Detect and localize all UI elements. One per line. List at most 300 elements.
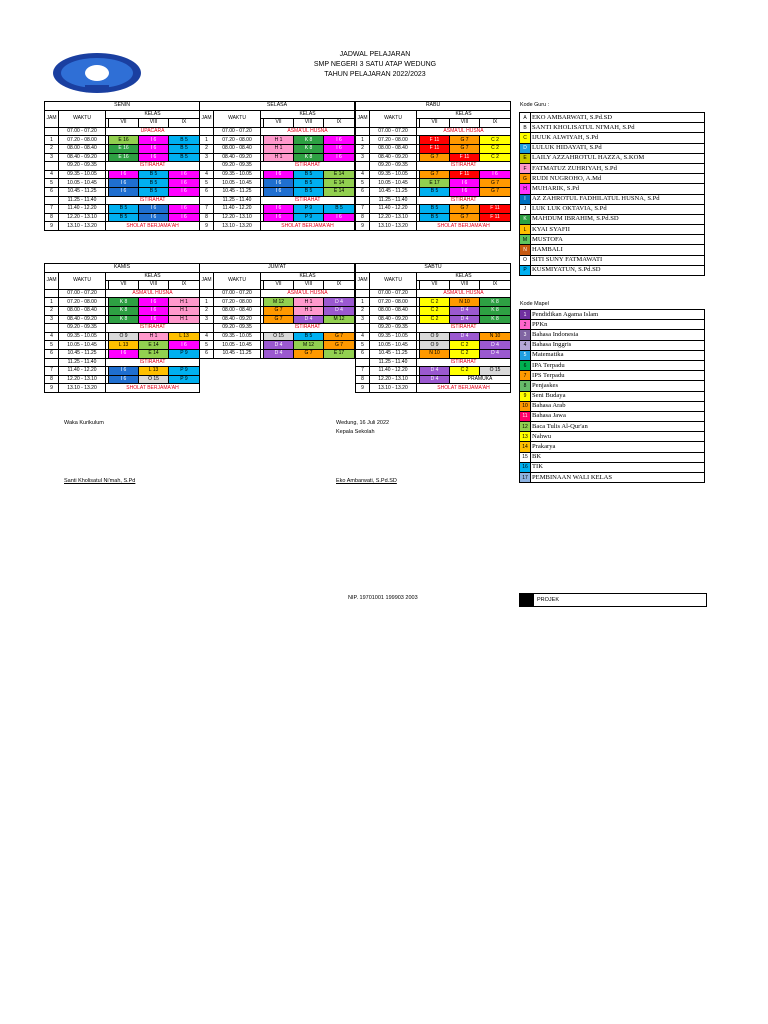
waktu-cell: 10.45 - 11.25 (59, 187, 106, 196)
lesson-cell: I 6 (109, 170, 139, 179)
guru-code: M (520, 235, 531, 245)
lesson-cell: C 2 (420, 306, 450, 315)
table-row (356, 196, 511, 205)
vii-header: VII (264, 281, 294, 290)
table-row (45, 196, 200, 205)
jam-cell: 4 (356, 170, 370, 179)
activity-cell: ISTIRAHAT (106, 324, 200, 333)
table-row (356, 170, 511, 179)
table-row (356, 298, 511, 307)
mapel-code: 15 (520, 452, 531, 462)
jam-cell (45, 127, 59, 136)
lesson-cell: D 4 (420, 375, 450, 384)
jam-cell: 7 (45, 205, 59, 214)
table-row (356, 187, 511, 196)
lesson-cell: C 2 (480, 153, 511, 162)
waktu-cell: 07.00 - 07.20 (214, 127, 261, 136)
table-row (356, 367, 511, 376)
waktu-cell: 12.20 - 13.10 (59, 213, 106, 222)
lesson-cell: B 5 (294, 332, 324, 341)
waktu-cell: 10.45 - 11.25 (214, 349, 261, 358)
lesson-cell: C 2 (450, 349, 480, 358)
jam-cell: 8 (45, 213, 59, 222)
mapel-name: Bahasa Indonesia (531, 330, 705, 340)
mapel-name: Bahasa Inggris (531, 340, 705, 350)
mapel-code: 10 (520, 401, 531, 411)
waktu-cell: 12.20 - 13.10 (370, 375, 417, 384)
lesson-cell: H 1 (264, 153, 294, 162)
schedule-sabtu (355, 263, 511, 393)
activity-cell: ASMA'UL HUSNA (417, 127, 511, 136)
lesson-cell: D 4 (264, 349, 294, 358)
lesson-cell: G 7 (420, 153, 450, 162)
kode-mapel-title: Kode Mapel (520, 301, 549, 307)
jam-cell (45, 196, 59, 205)
lesson-cell: E 14 (324, 170, 355, 179)
jam-cell (200, 324, 214, 333)
list-item (520, 422, 705, 432)
waktu-cell: 07.00 - 07.20 (59, 289, 106, 298)
mapel-name: IPA Terpadu (531, 360, 705, 370)
lesson-cell: I 6 (324, 144, 355, 153)
table-row (45, 144, 200, 153)
list-item (520, 143, 705, 153)
waktu-header: WAKTU (370, 272, 417, 289)
guru-name: AZ ZAHROTUL FADHILATUL HUSNA, S.Pd (531, 194, 705, 204)
jam-cell: 6 (356, 349, 370, 358)
school-logo (52, 52, 142, 94)
table-row (45, 136, 200, 145)
table-row (356, 144, 511, 153)
lesson-cell: K 8 (480, 315, 511, 324)
lesson-cell: I 6 (109, 367, 139, 376)
lesson-cell: P 9 (294, 213, 324, 222)
table-row (45, 213, 200, 222)
jam-cell: 2 (356, 144, 370, 153)
waktu-cell: 09.20 - 09.35 (214, 324, 261, 333)
activity-cell: SHOLAT BERJAMA'AH (106, 384, 200, 393)
activity-cell: ISTIRAHAT (106, 358, 200, 367)
jam-cell: 4 (45, 170, 59, 179)
ix-header: IX (169, 119, 200, 128)
jam-cell: 3 (45, 315, 59, 324)
jam-cell: 9 (45, 384, 59, 393)
list-item (520, 350, 705, 360)
lesson-cell: F 11 (480, 213, 511, 222)
kepala-sekolah-name: Eko Ambarwati, S.Pd.SD (336, 478, 397, 484)
waktu-cell: 09.35 - 10.05 (59, 332, 106, 341)
mapel-code: 2 (520, 320, 531, 330)
ix-header: IX (324, 119, 355, 128)
table-row (200, 298, 355, 307)
waktu-cell: 07.20 - 08.00 (59, 298, 106, 307)
jam-cell: 1 (200, 136, 214, 145)
mapel-name: Prakarya (531, 442, 705, 452)
lesson-cell: F 11 (420, 136, 450, 145)
lesson-cell: I 6 (480, 170, 511, 179)
lesson-cell: I 6 (264, 205, 294, 214)
list-item (520, 462, 705, 472)
lesson-cell: C 2 (450, 341, 480, 350)
guru-code: L (520, 225, 531, 235)
waktu-cell: 07.00 - 07.20 (59, 127, 106, 136)
jam-header: JAM (356, 272, 370, 289)
lesson-cell: F 11 (450, 153, 480, 162)
ix-header: IX (324, 281, 355, 290)
lesson-cell: B 5 (294, 179, 324, 188)
lesson-cell: K 8 (109, 298, 139, 307)
table-row (45, 341, 200, 350)
guru-code: A (520, 113, 531, 123)
table-row (200, 179, 355, 188)
guru-code: G (520, 174, 531, 184)
lesson-cell: I 6 (450, 179, 480, 188)
mapel-code: 6 (520, 360, 531, 370)
table-row (45, 306, 200, 315)
lesson-cell: E 17 (324, 349, 355, 358)
lesson-cell: B 5 (169, 153, 200, 162)
waktu-cell: 10.45 - 11.25 (370, 187, 417, 196)
waktu-cell: 13.10 - 13.20 (59, 222, 106, 231)
jam-cell: 2 (200, 144, 214, 153)
table-row (356, 127, 511, 136)
list-item (520, 265, 705, 275)
table-row (45, 358, 200, 367)
mapel-code: 5 (520, 350, 531, 360)
jam-cell (45, 162, 59, 171)
list-item (520, 360, 705, 370)
lesson-cell: I 6 (450, 187, 480, 196)
lesson-cell: G 7 (450, 213, 480, 222)
waktu-cell: 11.25 - 11.40 (370, 358, 417, 367)
guru-name: SITI SUNY FATMAWATI (531, 255, 705, 265)
place-date: Wedung, 16 Juli 2022 (336, 420, 390, 426)
lesson-cell: C 2 (480, 136, 511, 145)
lesson-cell: I 6 (169, 179, 200, 188)
jam-cell: 9 (200, 222, 214, 231)
table-row (45, 349, 200, 358)
jam-cell: 9 (356, 384, 370, 393)
jam-cell (356, 289, 370, 298)
table-row (356, 358, 511, 367)
lesson-cell: G 7 (480, 179, 511, 188)
lesson-cell: I 6 (139, 205, 169, 214)
kelas-header: KELAS (261, 110, 355, 119)
mapel-code: 3 (520, 330, 531, 340)
table-row (45, 367, 200, 376)
jam-cell: 7 (200, 205, 214, 214)
lesson-cell: M 12 (324, 315, 355, 324)
guru-name: KUSMIYATUN, S.Pd.SD (531, 265, 705, 275)
jam-cell: 6 (200, 349, 214, 358)
list-item (520, 184, 705, 194)
activity-cell: ISTIRAHAT (417, 196, 511, 205)
lesson-cell: E 14 (139, 341, 169, 350)
lesson-cell: E 16 (109, 136, 139, 145)
guru-name: MUSTOFA (531, 235, 705, 245)
jam-cell: 2 (45, 144, 59, 153)
lesson-cell: I 6 (139, 144, 169, 153)
kelas-header: KELAS (261, 272, 355, 281)
waktu-cell: 07.20 - 08.00 (370, 298, 417, 307)
lesson-cell: G 7 (324, 341, 355, 350)
jam-cell: 5 (200, 179, 214, 188)
guru-name: KYAI SYAFII (531, 225, 705, 235)
waktu-cell: 08.00 - 08.40 (214, 306, 261, 315)
lesson-cell: K 8 (480, 306, 511, 315)
waktu-cell: 11.40 - 12.20 (370, 205, 417, 214)
table-row (356, 289, 511, 298)
lesson-cell: G 7 (480, 187, 511, 196)
jam-cell: 5 (356, 341, 370, 350)
jam-cell: 3 (200, 315, 214, 324)
lesson-cell: B 5 (294, 187, 324, 196)
waktu-cell: 08.40 - 09.20 (370, 153, 417, 162)
lesson-cell: G 7 (324, 332, 355, 341)
title-line-2: SMP NEGERI 3 SATU ATAP WEDUNG (313, 61, 437, 68)
guru-name: SANTI KHOLISATUL NI'MAH, S.Pd (531, 123, 705, 133)
guru-name: LAILY AZZAHROTUL HAZZA, S.KOM (531, 153, 705, 163)
lesson-cell: I 6 (139, 298, 169, 307)
guru-code: P (520, 265, 531, 275)
table-row (45, 127, 200, 136)
kelas-header: KELAS (106, 110, 200, 119)
jam-cell: 1 (45, 136, 59, 145)
lesson-cell: G 7 (450, 144, 480, 153)
lesson-cell: I 6 (139, 136, 169, 145)
waktu-cell: 10.05 - 10.45 (370, 179, 417, 188)
mapel-code: 14 (520, 442, 531, 452)
kode-guru-title: Kode Guru : (520, 102, 550, 108)
list-item (520, 174, 705, 184)
list-item (520, 225, 705, 235)
viii-header: VIII (450, 281, 480, 290)
waktu-cell: 09.20 - 09.35 (59, 324, 106, 333)
waktu-cell: 09.35 - 10.05 (370, 170, 417, 179)
lesson-cell: P 9 (169, 375, 200, 384)
jam-cell (200, 127, 214, 136)
jam-cell: 5 (200, 341, 214, 350)
waktu-cell: 08.00 - 08.40 (59, 144, 106, 153)
table-row (356, 179, 511, 188)
mapel-name: Nahwu (531, 432, 705, 442)
activity-cell: SHOLAT BERJAMA'AH (417, 384, 511, 393)
title-line-1: JADWAL PELAJARAN (339, 51, 411, 58)
lesson-cell: I 6 (139, 315, 169, 324)
jam-cell (45, 358, 59, 367)
vii-header: VII (420, 281, 450, 290)
table-row (45, 205, 200, 214)
lesson-cell: L 13 (139, 367, 169, 376)
waktu-cell: 09.35 - 10.05 (59, 170, 106, 179)
activity-cell: ISTIRAHAT (261, 162, 355, 171)
lesson-cell: G 7 (450, 136, 480, 145)
lesson-cell: C 2 (420, 315, 450, 324)
jam-cell: 7 (356, 367, 370, 376)
lesson-cell: G 7 (450, 205, 480, 214)
waktu-cell: 09.20 - 09.35 (214, 162, 261, 171)
list-item (520, 401, 705, 411)
lesson-cell: I 6 (324, 136, 355, 145)
list-item (520, 235, 705, 245)
document-title (250, 50, 500, 80)
jam-header: JAM (200, 110, 214, 127)
lesson-cell: I 6 (264, 187, 294, 196)
mapel-name: PEMBINAAN WALI KELAS (531, 473, 705, 483)
lesson-cell: G 7 (264, 315, 294, 324)
mapel-code: 1 (520, 310, 531, 320)
jam-cell: 6 (356, 187, 370, 196)
lesson-cell: E 14 (324, 187, 355, 196)
activity-cell: ISTIRAHAT (261, 196, 355, 205)
lesson-cell: I 6 (169, 187, 200, 196)
day-header: SABTU (356, 264, 511, 273)
lesson-cell: I 6 (169, 341, 200, 350)
table-row (45, 324, 200, 333)
table-row (45, 332, 200, 341)
activity-cell: ASMA'UL HUSNA (106, 289, 200, 298)
jam-cell (356, 127, 370, 136)
list-item (520, 113, 705, 123)
table-row (356, 315, 511, 324)
table-row (45, 315, 200, 324)
table-row (200, 324, 355, 333)
lesson-cell: I 6 (109, 179, 139, 188)
waktu-cell: 08.40 - 09.20 (214, 153, 261, 162)
activity-cell: ISTIRAHAT (106, 196, 200, 205)
jam-cell: 9 (356, 222, 370, 231)
mapel-name: Penjaskes (531, 381, 705, 391)
waktu-header: WAKTU (370, 110, 417, 127)
activity-cell: ISTIRAHAT (417, 324, 511, 333)
vii-header: VII (420, 119, 450, 128)
table-row (200, 170, 355, 179)
lesson-cell: D 4 (450, 306, 480, 315)
waktu-header: WAKTU (59, 272, 106, 289)
waktu-cell: 12.20 - 13.10 (370, 213, 417, 222)
lesson-cell: I 6 (109, 349, 139, 358)
mapel-code: 11 (520, 411, 531, 421)
table-row (356, 222, 511, 231)
waktu-cell: 08.00 - 08.40 (370, 306, 417, 315)
table-row (200, 341, 355, 350)
waktu-cell: 11.40 - 12.20 (370, 367, 417, 376)
lesson-cell: D 4 (480, 349, 511, 358)
waktu-cell: 08.00 - 08.40 (59, 306, 106, 315)
guru-code: E (520, 153, 531, 163)
kode-mapel-legend (519, 309, 705, 483)
waktu-cell: 10.05 - 10.45 (59, 179, 106, 188)
lesson-cell: I 6 (109, 375, 139, 384)
lesson-cell: F 11 (450, 170, 480, 179)
guru-code: H (520, 184, 531, 194)
list-item (520, 153, 705, 163)
lesson-cell: H 1 (294, 298, 324, 307)
nip: NIP. 19701001 199903 2003 (348, 595, 418, 601)
table-row (356, 306, 511, 315)
list-item (520, 340, 705, 350)
jam-cell: 8 (45, 375, 59, 384)
guru-name: MUHARIK, S.Pd (531, 184, 705, 194)
mapel-name: Pendidikan Agama Islam (531, 310, 705, 320)
guru-name: HAMBALI (531, 245, 705, 255)
lesson-cell: N 10 (450, 298, 480, 307)
lesson-cell: I 6 (324, 153, 355, 162)
lesson-cell: P 9 (169, 367, 200, 376)
lesson-cell: M 12 (294, 341, 324, 350)
list-item (520, 214, 705, 224)
mapel-code: 7 (520, 371, 531, 381)
ix-header: IX (169, 281, 200, 290)
lesson-cell: C 2 (450, 367, 480, 376)
waktu-cell: 07.20 - 08.00 (59, 136, 106, 145)
activity-cell: ISTIRAHAT (106, 162, 200, 171)
list-item (520, 245, 705, 255)
table-row (200, 196, 355, 205)
table-row (45, 289, 200, 298)
waktu-cell: 11.25 - 11.40 (370, 196, 417, 205)
lesson-cell: I 6 (264, 179, 294, 188)
ix-header: IX (480, 281, 511, 290)
jam-cell: 3 (356, 315, 370, 324)
lesson-cell: I 6 (139, 213, 169, 222)
table-row (356, 375, 511, 384)
lesson-cell: O 15 (480, 367, 511, 376)
guru-name: LULUK HIDAYATI, S.Pd (531, 143, 705, 153)
guru-code: I (520, 194, 531, 204)
table-row (356, 213, 511, 222)
jam-cell (356, 196, 370, 205)
table-row (356, 153, 511, 162)
waktu-cell: 07.20 - 08.00 (214, 298, 261, 307)
lesson-cell: D 4 (324, 306, 355, 315)
table-row (45, 179, 200, 188)
jam-cell: 6 (200, 187, 214, 196)
jam-cell: 4 (200, 170, 214, 179)
list-item (520, 391, 705, 401)
lesson-cell: K 8 (294, 153, 324, 162)
viii-header: VIII (450, 119, 480, 128)
guru-name: FATMATUZ ZUHRIYAH, S.Pd (531, 163, 705, 173)
mapel-code: 16 (520, 462, 531, 472)
waktu-header: WAKTU (59, 110, 106, 127)
lesson-cell: K 8 (109, 306, 139, 315)
jam-cell: 3 (356, 153, 370, 162)
jam-cell: 1 (45, 298, 59, 307)
day-header: KAMIS (45, 264, 200, 273)
lesson-cell: H 1 (264, 144, 294, 153)
guru-code: K (520, 214, 531, 224)
lesson-cell: G 7 (264, 306, 294, 315)
waktu-cell: 11.40 - 12.20 (59, 205, 106, 214)
lesson-cell: B 5 (109, 213, 139, 222)
lesson-cell: L 13 (109, 341, 139, 350)
guru-name: EKO AMBARWATI, S.Pd.SD (531, 113, 705, 123)
jam-cell: 3 (45, 153, 59, 162)
lesson-cell: P 9 (169, 349, 200, 358)
lesson-cell: D 4 (294, 315, 324, 324)
lesson-cell: B 5 (324, 205, 355, 214)
activity-cell: SHOLAT BERJAMA'AH (261, 222, 355, 231)
schedule-rabu (355, 101, 511, 231)
activity-cell: SHOLAT BERJAMA'AH (106, 222, 200, 231)
waktu-cell: 13.10 - 13.20 (370, 384, 417, 393)
table-row (200, 205, 355, 214)
lesson-cell: H 1 (139, 332, 169, 341)
mapel-code: 13 (520, 432, 531, 442)
lesson-cell: P 9 (294, 205, 324, 214)
jam-cell: 1 (356, 298, 370, 307)
